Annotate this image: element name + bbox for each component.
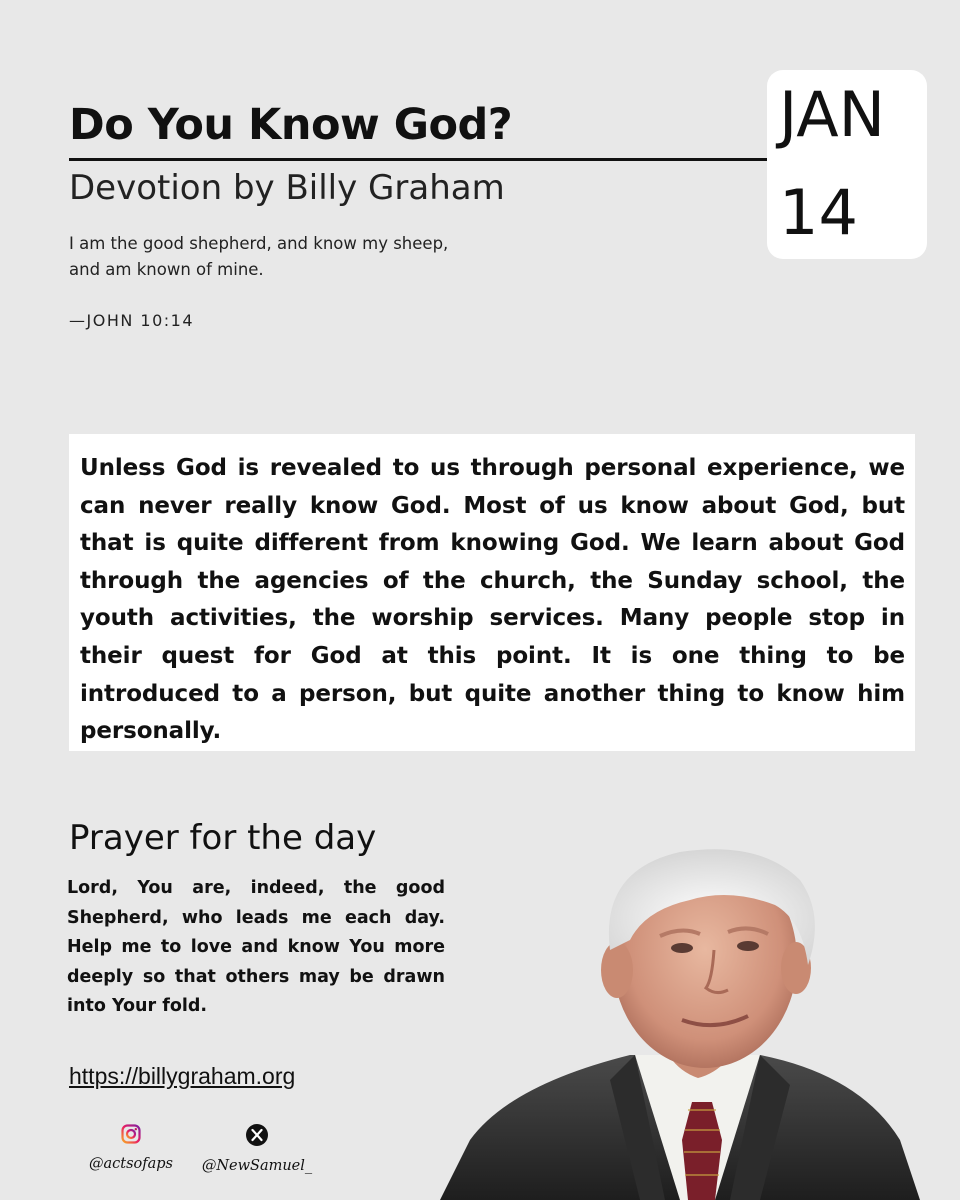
- verse-line-1: I am the good shepherd, and know my sheep,: [69, 234, 449, 253]
- instagram-handle: @actsofaps: [89, 1156, 173, 1172]
- date-month: JAN: [779, 78, 885, 151]
- prayer-heading: Prayer for the day: [69, 818, 377, 858]
- x-logo-icon: [200, 1124, 314, 1150]
- prayer-text: Lord, You are, indeed, the good Shepherd, who leads me each day. Help me to love and know You more deeply so that others may be drawn into Your fold.: [67, 878, 445, 1016]
- verse-reference: —JOHN 10:14: [69, 311, 195, 330]
- devotion-card: [69, 434, 915, 751]
- devotion-text: Unless God is revealed to us through personal experience, we can never really know God. Most of us know about God, but that is quite different from knowing God. We learn about God through the agencies of the church, the Sunday school, the youth activities, the worship services. Many people stop in their quest for God at this point. It is one thing to be introduced to a person, but quite another thing to know him personally.: [80, 455, 905, 745]
- page-subtitle: Devotion by Billy Graham: [69, 168, 505, 208]
- date-card: [767, 70, 927, 259]
- verse-line-2: and am known of mine.: [69, 260, 264, 279]
- website-link[interactable]: https://billygraham.org: [69, 1063, 296, 1089]
- x-handle: @NewSamuel_: [201, 1158, 313, 1174]
- title-divider: [69, 158, 769, 161]
- x-handle-group[interactable]: [200, 1124, 314, 1174]
- scripture-verse: [69, 231, 529, 283]
- page-title: Do You Know God?: [69, 100, 513, 150]
- instagram-handle-group[interactable]: [86, 1124, 176, 1172]
- date-day: 14: [779, 176, 858, 249]
- portrait-photo: [430, 840, 960, 1200]
- instagram-icon: [86, 1124, 176, 1148]
